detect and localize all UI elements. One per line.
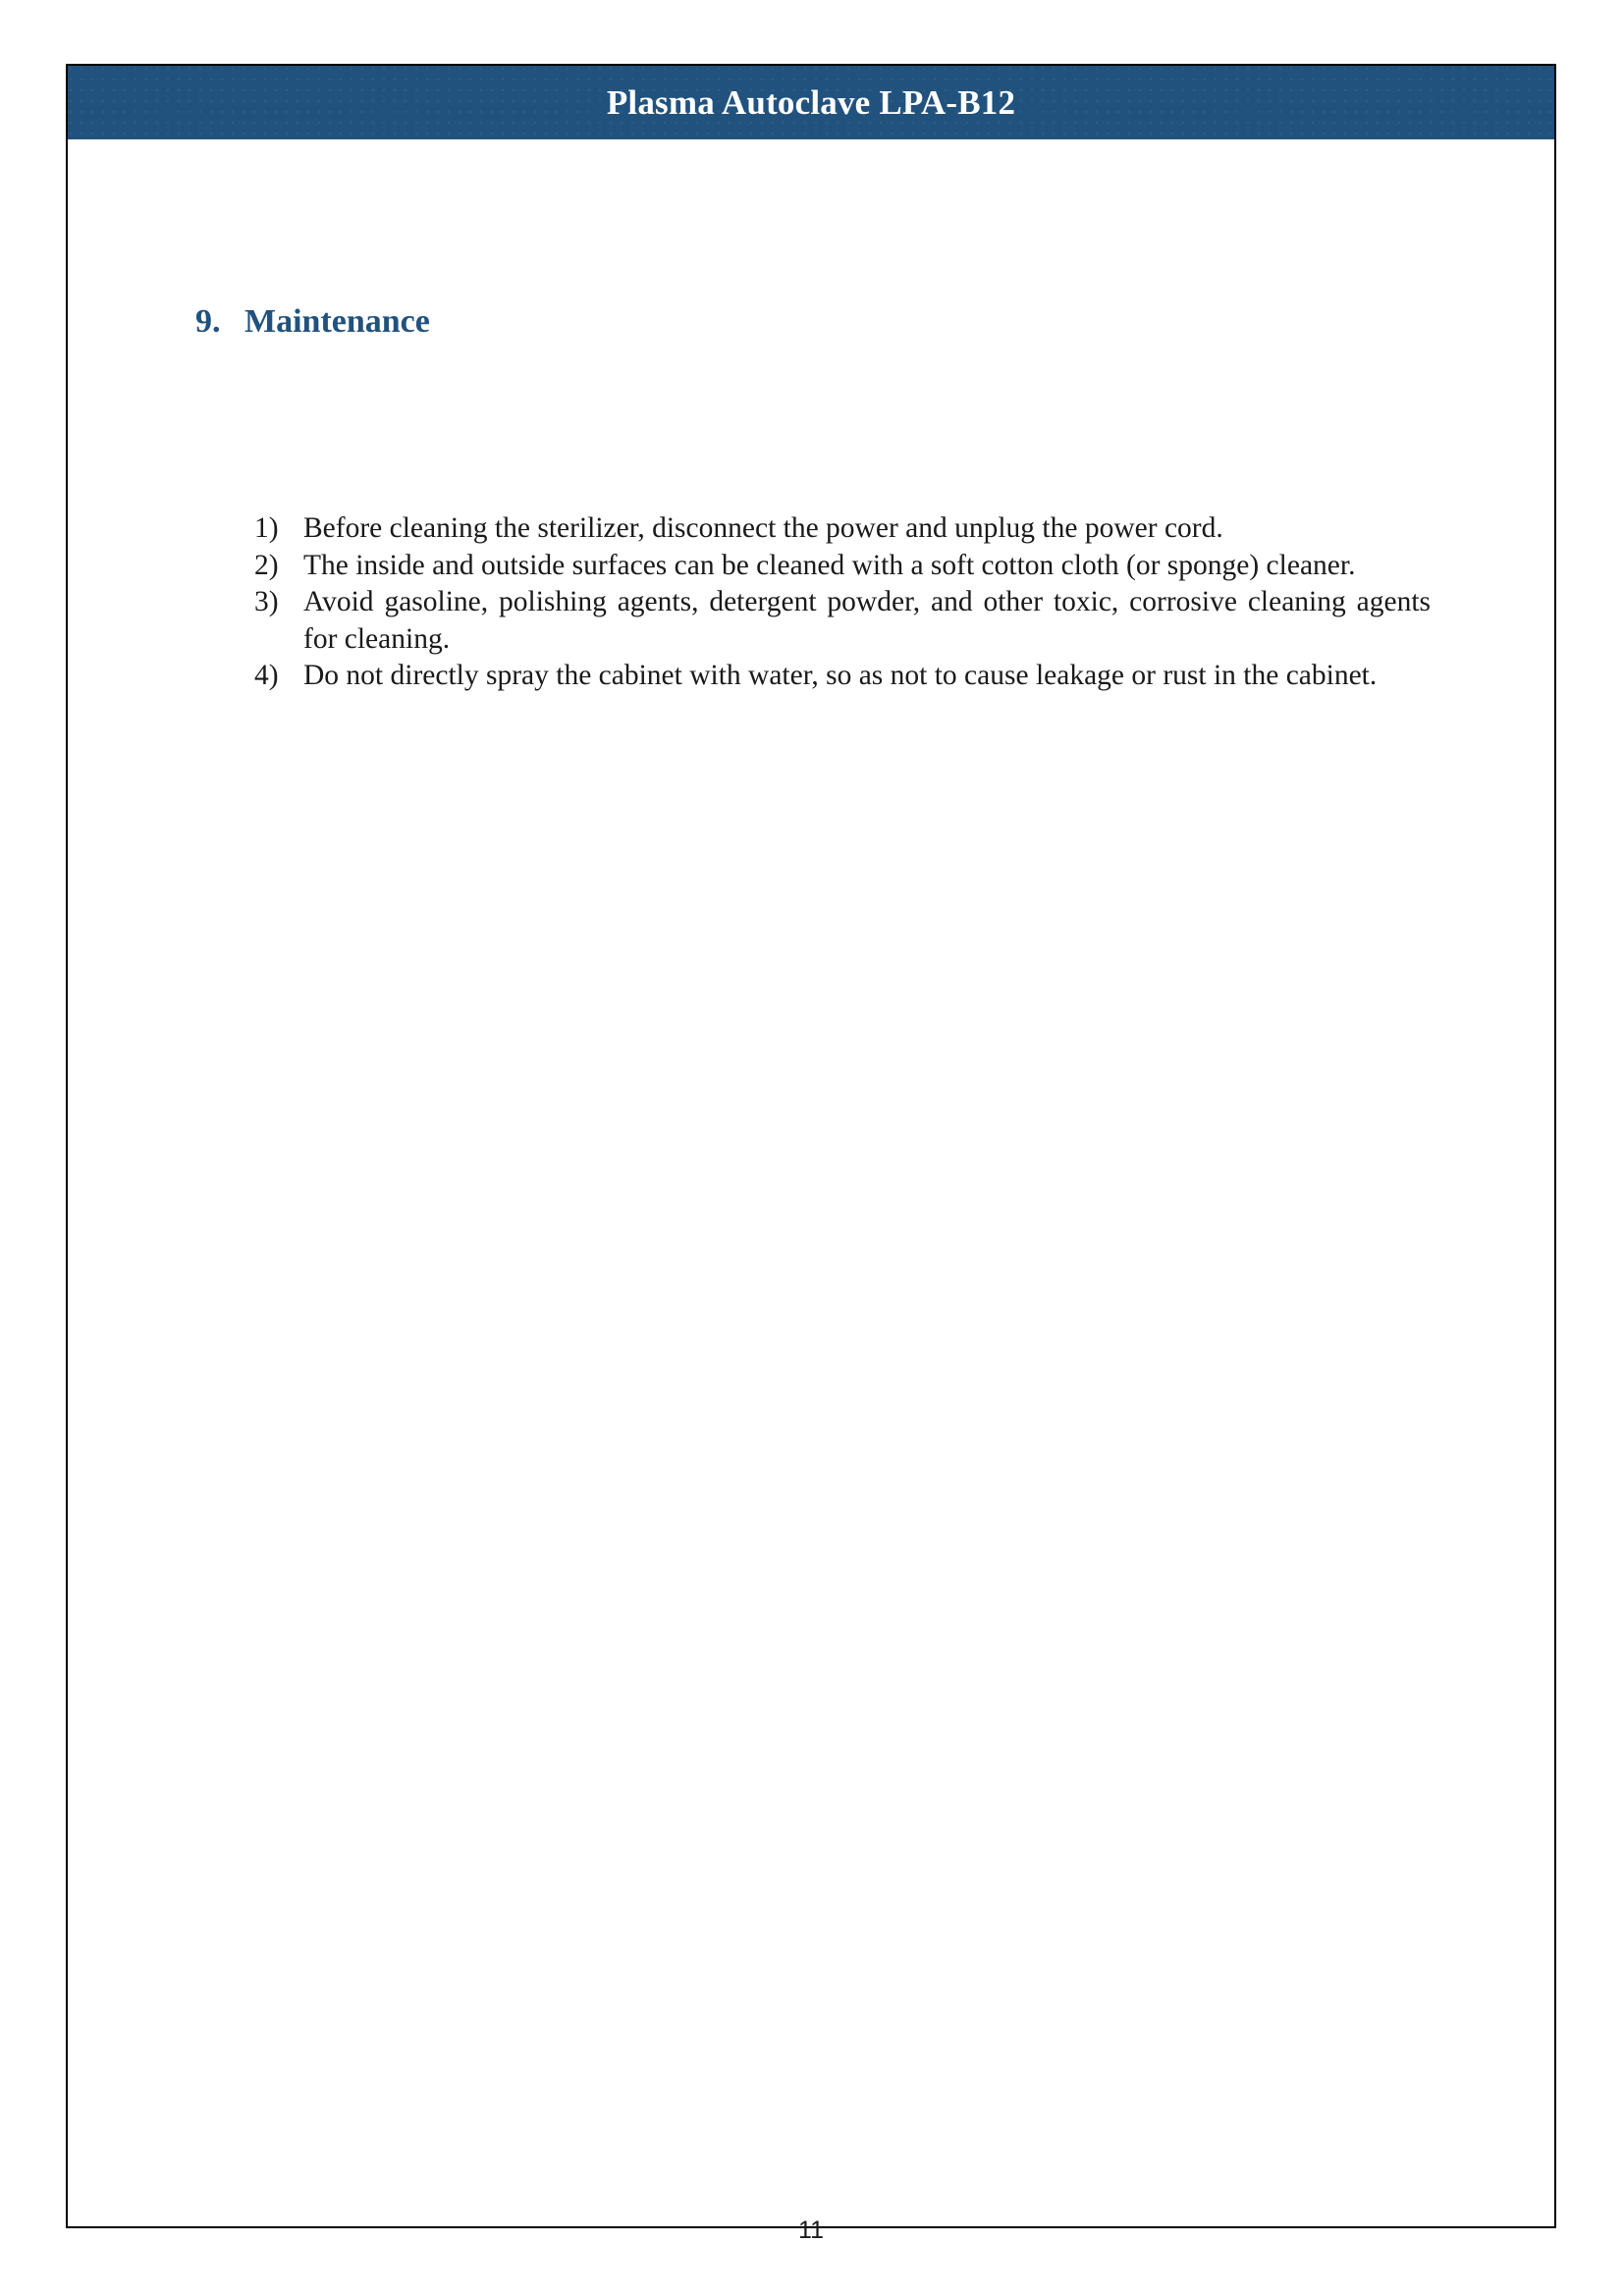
list-item-marker: 1) (254, 512, 279, 544)
list-item (254, 584, 1431, 658)
maintenance-instruction-list (254, 510, 1431, 695)
list-item-text: Before cleaning the sterilizer, disconnect the power and unplug the power cord. (303, 512, 1223, 544)
list-item-marker: 2) (254, 549, 279, 581)
section-heading (195, 303, 430, 340)
list-item-text: The inside and outside surfaces can be cleaned with a soft cotton cloth (or sponge) cleaner. (303, 549, 1356, 581)
list-item-marker: 4) (254, 660, 279, 691)
list-item-text: Do not directly spray the cabinet with water, so as not to cause leakage or rust in the cabinet. (303, 660, 1378, 691)
section-title: Maintenance (244, 303, 430, 340)
page-number: 11 (798, 2216, 824, 2244)
section-number: 9. (195, 303, 221, 340)
list-item (254, 658, 1431, 695)
list-item (254, 510, 1431, 548)
page-border-frame (66, 64, 1556, 2244)
list-item-text: Avoid gasoline, polishing agents, detergent powder, and other toxic, corrosive cleaning agents for cleaning. (303, 586, 1431, 655)
running-header-bar (68, 66, 1554, 139)
list-item-marker: 3) (254, 586, 279, 617)
list-item (254, 548, 1431, 585)
document-title: Plasma Autoclave LPA-B12 (606, 83, 1016, 122)
